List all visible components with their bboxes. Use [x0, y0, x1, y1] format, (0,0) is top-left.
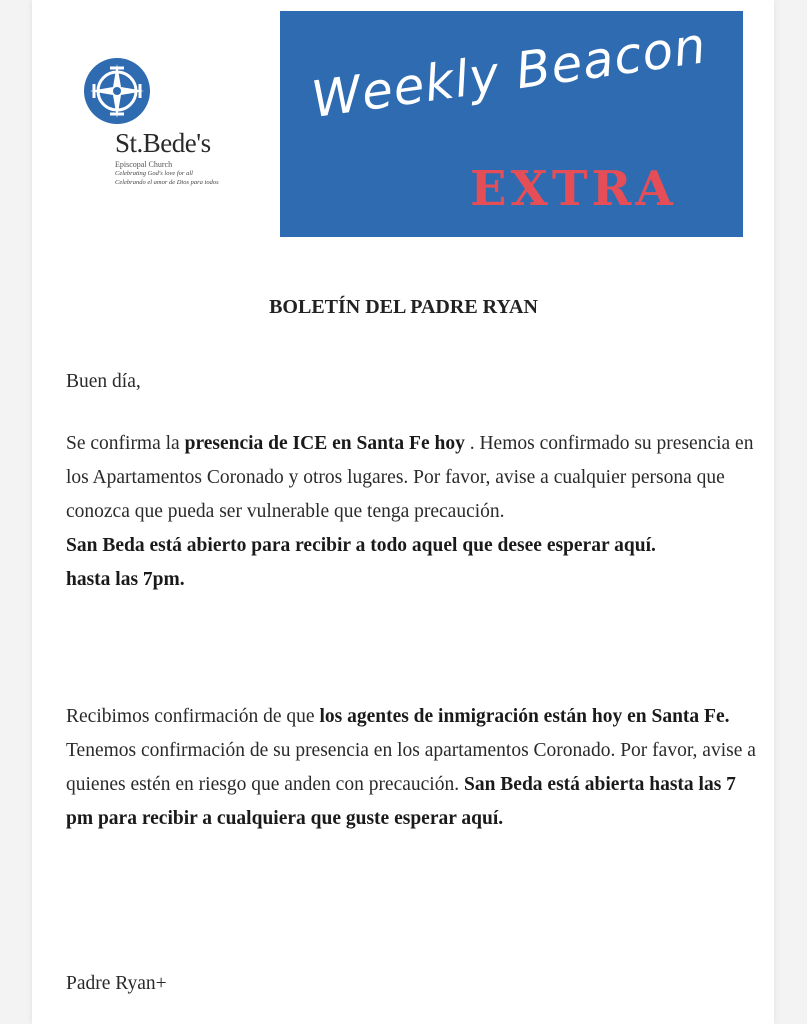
p1-text-2: . Hemos confirmado su presencia en los Apartamentos Coronado y otros lugares. Por favor, avise a cualquier persona que conozca que pueda ser vulnerable que tenga precaución. — [66, 433, 754, 522]
church-tagline-en: Celebrating God's love for all — [115, 170, 193, 177]
p1-text-1: Se confirma la — [66, 433, 185, 454]
banner-extra-label: EXTRA — [470, 161, 677, 217]
bulletin-heading: BOLETÍN DEL PADRE RYAN — [269, 296, 538, 318]
signature: Padre Ryan+ — [66, 973, 167, 994]
p2-text-1: Recibimos confirmación de que — [66, 706, 320, 727]
church-tagline-es: Celebrando el amor de Dios para todos — [115, 179, 219, 186]
p1-bold-3: hasta las 7pm. — [66, 569, 185, 590]
church-name: St.Bede's — [115, 128, 211, 158]
banner-title: Weekly Beacon — [307, 16, 710, 129]
p1-bold-1: presencia de ICE en Santa Fe hoy — [184, 433, 465, 454]
church-logo — [82, 56, 272, 206]
celtic-cross-icon — [82, 56, 152, 126]
p2-bold-2: San Beda está abierta hasta las 7 pm para recibir a cualquiera que guste esperar aquí. — [66, 774, 736, 829]
p1-bold-2: San Beda está abierto para recibir a todo aquel que desee esperar aquí. — [66, 535, 656, 556]
greeting: Buen día, — [66, 371, 141, 392]
p2-text-2: Tenemos confirmación de su presencia en los apartamentos Coronado. Por favor, avise a quienes estén en riesgo que anden con precaución. — [66, 740, 756, 795]
weekly-beacon-banner — [280, 11, 743, 237]
church-subtitle: Episcopal Church — [115, 160, 173, 169]
paragraph-1 — [66, 427, 756, 597]
paragraph-2 — [66, 700, 756, 836]
p2-bold-1: los agentes de inmigración están hoy en Santa Fe. — [319, 706, 730, 727]
